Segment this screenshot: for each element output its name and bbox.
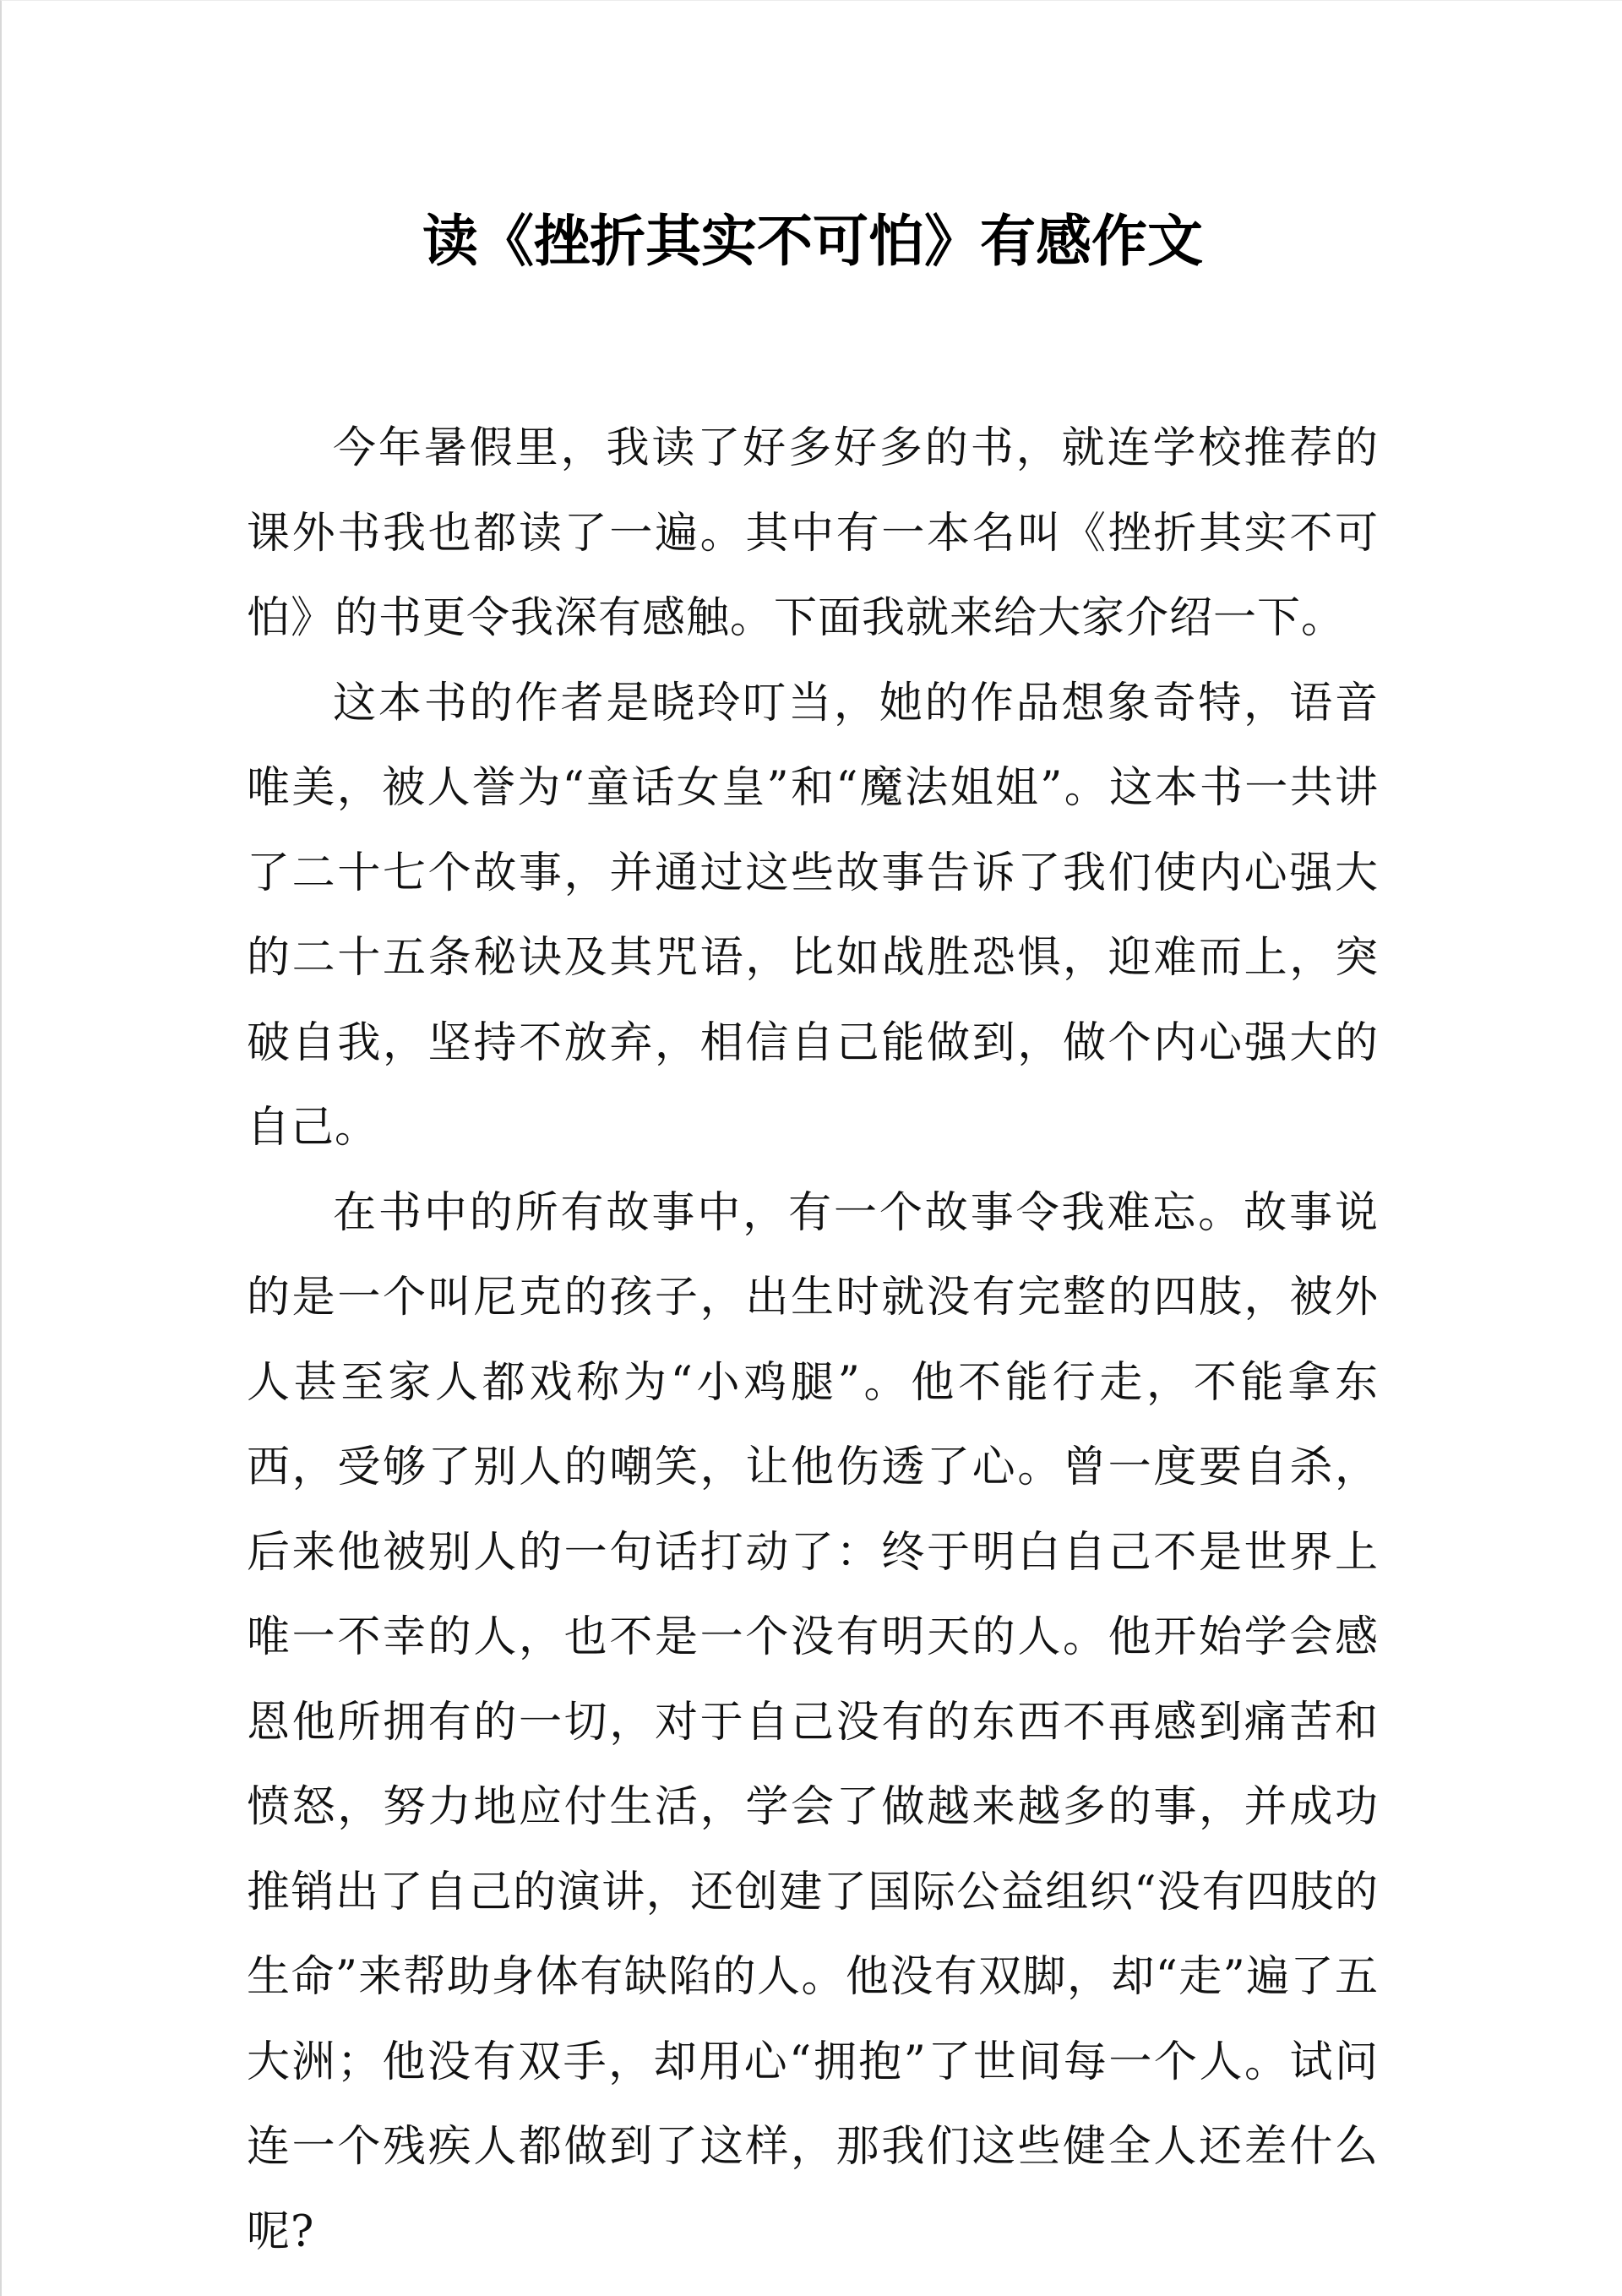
paragraph-3: 在书中的所有故事中，有一个故事令我难忘。故事说的是一个叫尼克的孩子，出生时就没有完整的四肢，被外人甚至家人都戏称为“小鸡腿”。他不能行走，不能拿东西，受够了别人的嘲笑，让他伤透了心。曾一度要自杀，后来他被别人的一句话打动了：终于明白自己不是世界上唯一不幸的人，也不是一个没有明天的人。他开始学会感恩他所拥有的一切，对于自己没有的东西不再感到痛苦和愤怒，努力地应付生活，学会了做越来越多的事，并成功推销出了自己的演讲，还创建了国际公益组织“没有四肢的生命”来帮助身体有缺陷的人。他没有双脚，却“走”遍了五大洲；他没有双手，却用心“拥抱”了世间每一个人。试问连一个残疾人都做到了这样，那我们这些健全人还差什么呢? [247,1187,1379,2257]
paragraph-1: 今年暑假里，我读了好多好多的书，就连学校推荐的课外书我也都读了一遍。其中有一本名叫《挫折其实不可怕》的书更令我深有感触。下面我就来给大家介绍一下。 [247,423,1379,643]
document-body [247,406,1379,2275]
document-title: 读《挫折其实不可怕》有感作文 [422,209,1203,274]
paragraph-2: 这本书的作者是晓玲叮当，她的作品想象奇特，语音唯美，被人誉为“童话女皇”和“魔法姐姐”。这本书一共讲了二十七个故事，并通过这些故事告诉了我们使内心强大的二十五条秘诀及其咒语，比如战胜恐惧，迎难而上，突破自我，坚持不放弃，相信自己能做到，做个内心强大的自己。 [247,678,1379,1153]
